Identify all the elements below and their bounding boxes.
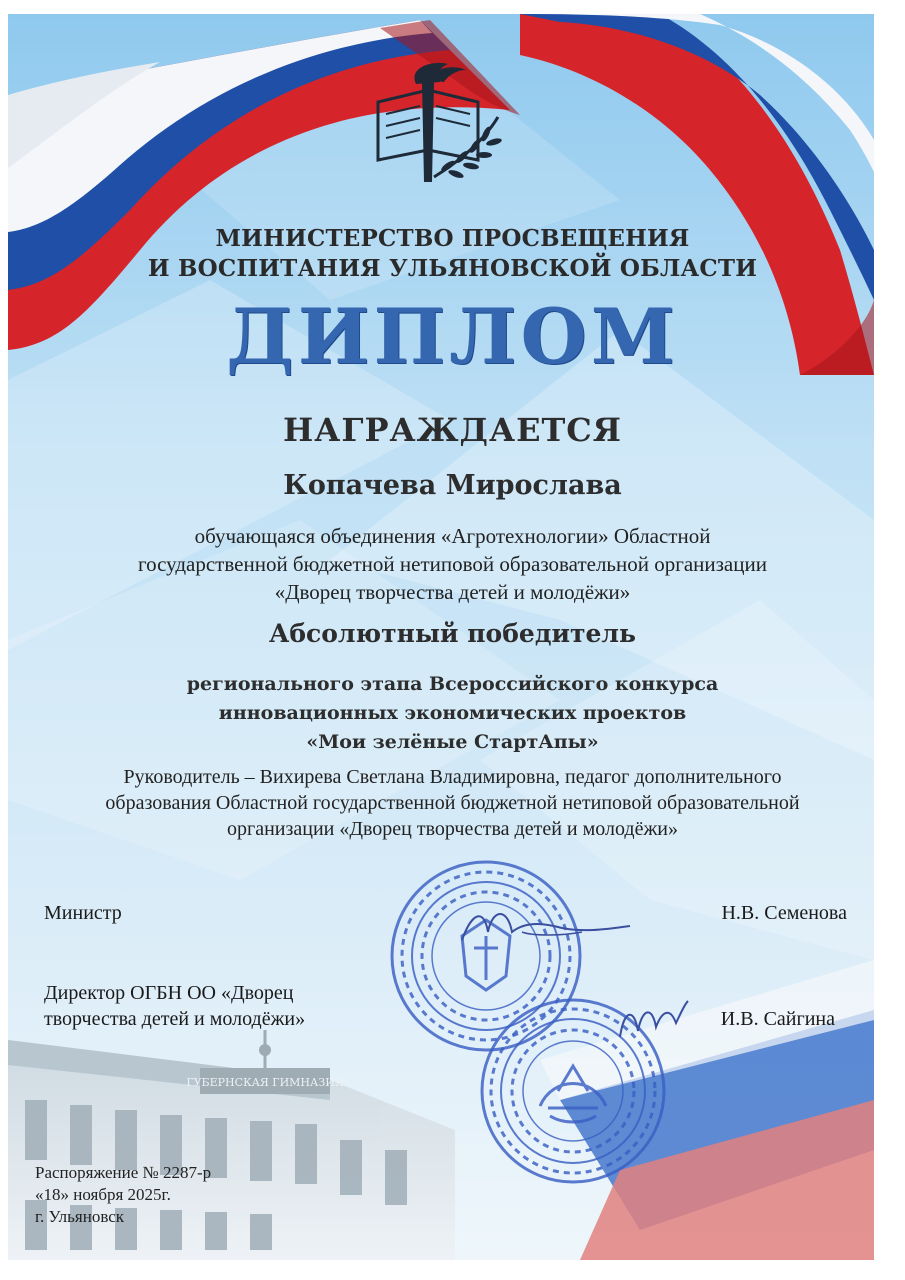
director-signature bbox=[612, 995, 692, 1045]
recipient-name: Копачева Мирослава bbox=[283, 470, 622, 501]
project-leader: Руководитель – Вихирева Светлана Владимировна, педагог дополнительного образования Областной государственной бюджетной нетиповой образовательной организации «Дворец творчества детей и молодёжи» bbox=[105, 766, 800, 840]
achievement-title: Абсолютный победитель bbox=[268, 619, 637, 648]
issuing-ministry: МИНИСТЕРСТВО ПРОСВЕЩЕНИЯ И ВОСПИТАНИЯ УЛЬЯНОВСКОЙ ОБЛАСТИ bbox=[147, 225, 758, 282]
achievement-description: регионального этапа Всероссийского конкурса инновационных экономических проектов «Мои зелёные СтартАпы» bbox=[186, 673, 719, 753]
recipient-affiliation: обучающаяся объединения «Агротехнологии» Областной государственной бюджетной нетиповой образовательной организации «Дворец творчества детей и молодёжи» bbox=[138, 524, 767, 604]
order-reference: Распоряжение № 2287-р «18» ноября 2025г. г. Ульяновск bbox=[35, 1163, 212, 1226]
director-role: Директор ОГБН ОО «Дворец творчества детей и молодёжи» bbox=[44, 982, 306, 1030]
director-name: И.В. Сайгина bbox=[720, 1008, 835, 1030]
diploma-title: ДИПЛОМ bbox=[226, 292, 679, 381]
minister-signature bbox=[452, 902, 642, 952]
minister-role: Министр bbox=[44, 902, 122, 924]
minister-name: Н.В. Семенова bbox=[721, 902, 847, 924]
building-sign: ГУБЕРНСКАЯ ГИМНАЗИЯ bbox=[186, 1076, 344, 1089]
awarded-label: НАГРАЖДАЕТСЯ bbox=[283, 411, 622, 449]
